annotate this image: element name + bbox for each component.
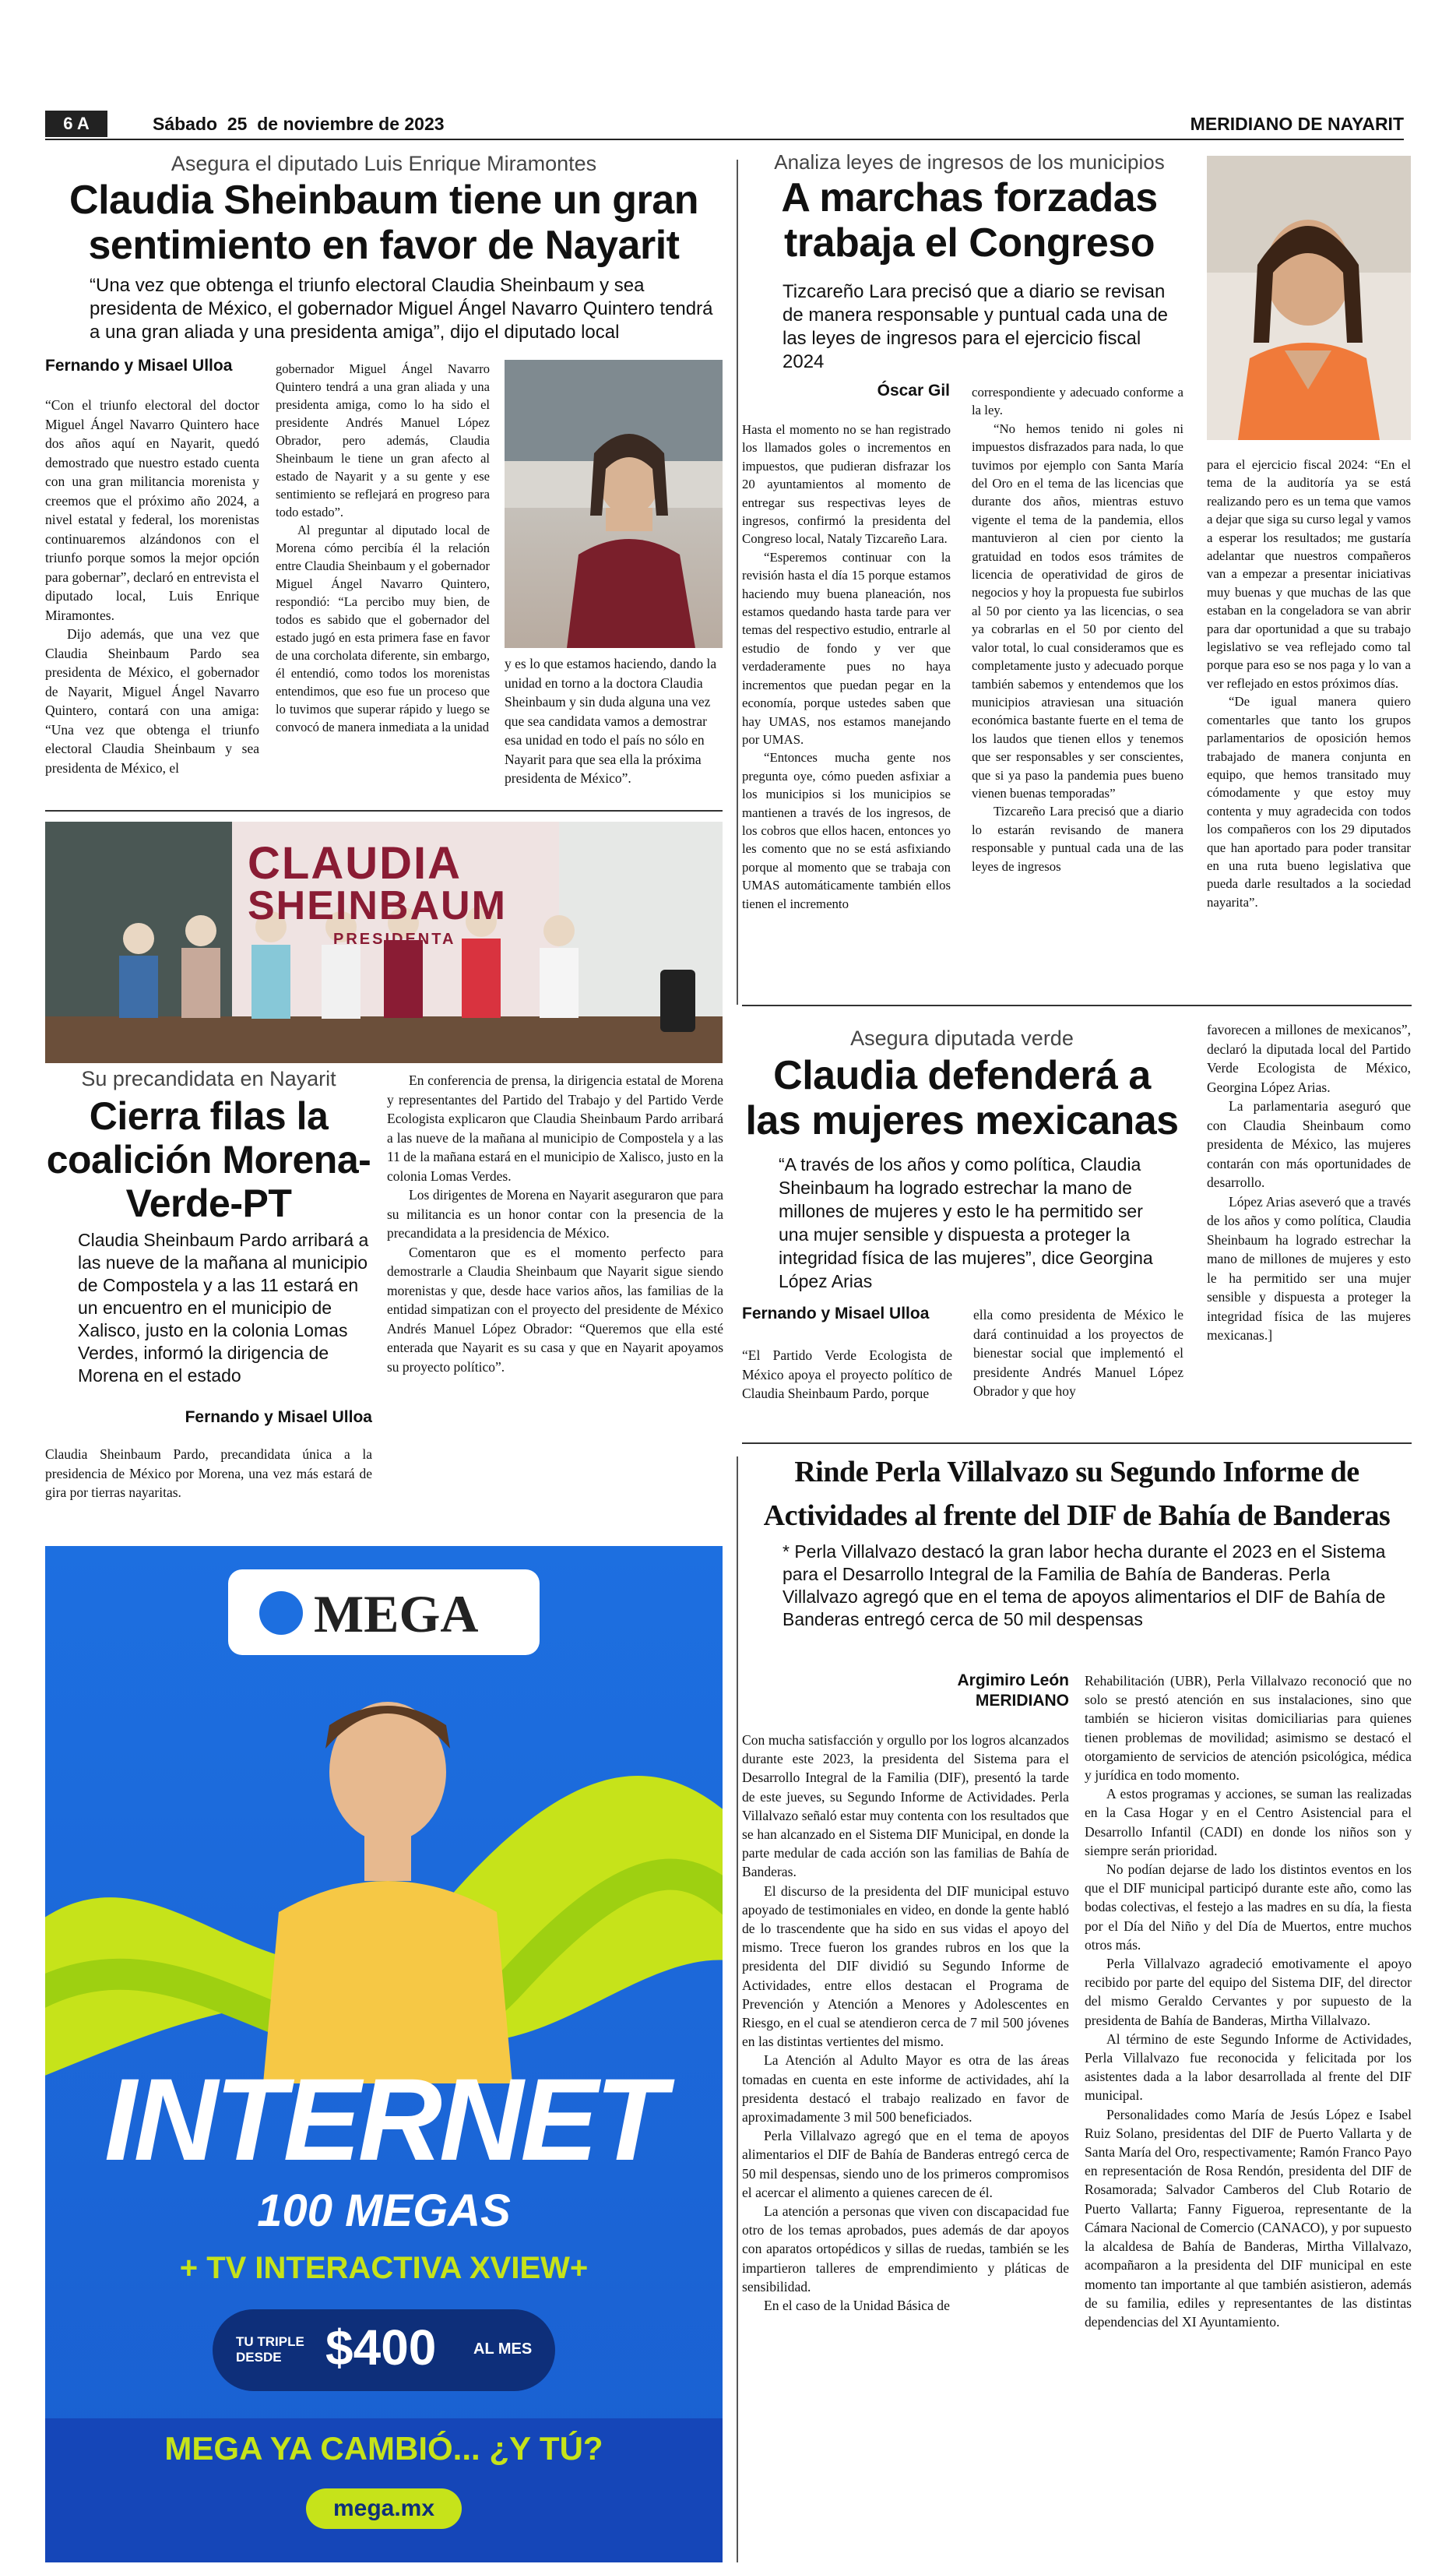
newspaper-name: MERIDIANO DE NAYARIT: [1190, 114, 1404, 134]
article3-column-3: [1207, 456, 1411, 911]
article2-deck: Claudia Sheinbaum Pardo arribará a las nueve de la mañana al municipio de Compostela y a las 11 estará en un encuentro en el municipio de Xalisco, justo en la colonia Lomas Verdes, informó la dirigencia de Morena en el estado: [78, 1230, 369, 1386]
article5-headline: Rinde Perla Villalvazo su Segundo Informe de Actividades al frente del DIF de Bahía de Banderas: [763, 1456, 1391, 1532]
article2-lead: [45, 1445, 372, 1502]
paragraph: Con mucha satisfacción y orgullo por los logros alcanzados durante este 2023, la presidenta del Sistema para el Desarrollo Integral de la Familia (DIF), presentó la tarde de este jueves, su Segundo Informe de Actividades. Perla Villalvazo señaló estar muy contenta con los resultados que se han alcanzado en el Sistema DIF Municipal, en donde la parte medular de cada acción son las familias de Bahía de Banderas.: [742, 1732, 1069, 1880]
article4-column-3: [1207, 1020, 1411, 1345]
article3-column-1: [742, 421, 951, 913]
paragraph: para el ejercicio fiscal 2024: “En el tema de la auditoría ya se está realizando pero es un tema que vamos a dejar que siga su curso legal y vamos a esperar los resultados; me gustaría adelantar que nuestros compañeros van a empezar a presentar iniciativas muy buenas y que muchas de las que estaban en la congeladora se van abrir para dar oportunidad a que su trabajo legislativo se vea reflejado como tal porque para eso se nos paga y lo van a ver reflejado en estos próximos días.: [1207, 457, 1411, 691]
paragraph: ella como presidenta de México le dará continuidad a los proyectos de bienestar social que implementó el presidente Andrés Manuel López Obrador y que hoy: [973, 1307, 1183, 1399]
ad-internet: INTERNET: [104, 2054, 663, 2185]
banner-text-presidenta: PRESIDENTA: [333, 931, 456, 948]
article3-column-2: [972, 383, 1183, 875]
paragraph: La parlamentaria aseguró que con Claudia Sheinbaum como presidenta de México, las mujeres contarán con más oportunidades de desarrollo.: [1207, 1098, 1411, 1190]
article4-headline: Claudia defenderá a las mujeres mexicanas: [745, 1053, 1179, 1143]
paragraph: Perla Villalvazo agradeció emotivamente el apoyo recibido por parte del equipo del Sistema DIF, del director del mismo Geraldo Cervantes y por supuesto de la presidenta de Bahía de Banderas, Mirtha Villalvazo.: [1085, 1956, 1412, 2028]
paragraph: La atención a personas que viven con discapacidad fue otro de los temas aprobados, pues además de dar apoyos con aparatos ortopédicos y sillas de ruedas, también se les impartieron talleres de emprendimiento y pláticas de sensibilidad.: [742, 2203, 1069, 2295]
ad-price: $400: [325, 2319, 437, 2376]
article5-deck: * Perla Villalvazo destacó la gran labor hecha durante el 2023 en el Sistema para el Desarrollo Integral de la Familia de Bahía de Banderas. Perla Villalvazo agregó que en el tema de apoyos alimentarios el DIF de Bahía de Banderas entregó cerca de 50 mil despensas: [783, 1541, 1386, 1629]
paragraph: No podían dejarse de lado los distintos eventos en los que el DIF municipal participó durante este año, como las bodas colectivas, el festejo a las madres en su día, la fiesta por el Día del Niño y del Día de Muertos, entre muchos otros más.: [1085, 1861, 1412, 1953]
ad-price-pill: [213, 2309, 555, 2391]
banner-text-sheinbaum: SHEINBAUM: [248, 883, 507, 928]
claudia-photo-illustration: [505, 360, 723, 648]
paragraph: Claudia Sheinbaum Pardo, precandidata única a la presidencia de México por Morena, una vez más estará de gira por tierras nayaritas.: [45, 1446, 372, 1500]
paragraph: López Arias aseveró que a través de los años y como política, Claudia Sheinbaum ha logrado estrechar la mano de millones de mujeres y esto le ha permitido ser una mujer sensible y dispuesta a proteger la integridad física de las mujeres mexicanas.]: [1207, 1193, 1411, 1343]
mega-advertisement[interactable]: [45, 1546, 723, 2562]
header-rule: [45, 139, 1404, 140]
article1-headline: Claudia Sheinbaum tiene un gran sentimiento en favor de Nayarit: [69, 178, 698, 268]
paragraph: Personalidades como María de Jesús López e Isabel Ruiz Solano, presidentas del DIF de Puerto Vallarta y de Santa María del Oro, respectivamente; Ramón Franco Payo en representación de Rosa Rendón, presidenta del DIF de Rosamorada; Salvador Camberos del Club Rotario de Puerto Vallarta; Fanny Figueroa, representante de la Cámara Nacional de Comercio (CANACO), y por supuesto la alcaldesa de Bahía de Banderas, Mirtha Villalvazo, acompañaron a la presidenta del DIF municipal en este momento tan importante al que también asistieron, además de su familia, ediles y representantes de las distintas dependencias del XI Ayuntamiento.: [1085, 2106, 1412, 2330]
article5-byline-outlet: MERIDIANO: [975, 1692, 1069, 1710]
paragraph: Perla Villalvazo agregó que en el tema de apoyos alimentarios el DIF de Bahía de Banderas entregó cerca de 50 mil despensas, siendo uno de los primeros compromisos el acercar el alimento a quienes carecen de él.: [742, 2128, 1069, 2200]
article4-byline: Fernando y Misael Ulloa: [742, 1305, 930, 1322]
page-number: 6 A: [45, 111, 107, 137]
article4-kicker: Asegura diputada verde: [850, 1027, 1074, 1050]
issue-date: Sábado 25 de noviembre de 2023: [153, 114, 445, 134]
coalition-group-photo: [45, 822, 723, 1063]
paragraph: Al preguntar al diputado local de Morena cómo percibía él la relación entre Claudia Sheinbaum y el gobernador Miguel Ángel Navarro Quintero, respondió: “La percibo muy bien, de todos es sabido que el gobernador del estado jugó en esta primera fase en favor de una corcholata diferente, sin embargo, él entendió, como todos los morenistas entendimos, que eso fue un proceso que lo tuvimos que superar rápido y luego se convocó de manera inmediata a la unidad: [276, 523, 490, 734]
page-header: [45, 109, 1404, 140]
ad-price-post: AL MES: [473, 2340, 533, 2358]
paragraph: En el caso de la Unidad Básica de: [764, 2298, 950, 2314]
article3-headline: A marchas forzadas trabaja el Congreso: [781, 175, 1158, 266]
tizcareno-photo: [1207, 156, 1411, 440]
article3-byline: Óscar Gil: [877, 382, 950, 400]
ad-tv: + TV INTERACTIVA XVIEW+: [179, 2251, 589, 2285]
article2-column-2: [387, 1071, 723, 1376]
paragraph: “No hemos tenido ni goles ni impuestos disfrazados para nada, lo que tuvimos por ejemplo con Santa María del Oro en el tema de las licencias que durante dos años, mientras estuvo vigente el tema de la pandemia, ellos mantuvieron al cien por ciento la gratuidad en todos esos trámites de licencia de operatividad de giros de negocios y hoy la propuesta fue subirlos al 50 por ciento ya las licencias, o sea ya cobrarlas en el 50 por ciento del valor total, lo cual consideramos que es completamente justo y adecuado porque también sabemos y entendemos que los municipios atraviesan una situación económica bastante fuerte en el tema de los laudos que tienen ellos y tenemos que ser responsables y ser conscientes, que si ya paso la pandemia pues bueno vienen buenas temporadas”: [972, 421, 1183, 801]
article3-deck: Tizcareño Lara precisó que a diario se revisan de manera responsable y puntual cada una de las leyes de ingresos para el ejercicio fiscal 2024: [783, 281, 1169, 372]
article1-byline: Fernando y Misael Ulloa: [45, 357, 233, 375]
column-divider: [737, 160, 738, 1005]
paragraph: A estos programas y acciones, se suman las realizadas en la Casa Hogar y en el Centro Asistencial para el Desarrollo Infantil (CADI) en donde los niños son y siempre serán prioridad.: [1085, 1786, 1412, 1858]
paragraph: correspondiente y adecuado conforme a la ley.: [972, 385, 1183, 418]
mega-brand: MEGA: [314, 1584, 479, 1643]
banner-text-claudia: CLAUDIA: [248, 838, 462, 889]
paragraph: “De igual manera quiero comentarles que tanto los grupos parlamentarios de oposición hemos trabajado de manera conjunta en equipo, que hemos transitado muy cómodamente y que estoy muy contenta y muy agradecida con todos los compañeros con los 29 diputados que han aportado para poder transitar en una ruta bueno legislativa que pueda darle resultados a la sociedad nayarita”.: [1207, 694, 1411, 910]
article4-column-2: [973, 1305, 1183, 1401]
article1-column-3: [505, 654, 723, 788]
article1-kicker: Asegura el diputado Luis Enrique Miramontes: [171, 152, 597, 175]
mega-logo-box: [228, 1569, 540, 1655]
article2-kicker: Su precandidata en Nayarit: [81, 1067, 336, 1090]
article1-column-1: [45, 396, 259, 777]
article1-deck: “Una vez que obtenga el triunfo electoral Claudia Sheinbaum y sea presidenta de México, el gobernador Miguel Ángel Navarro Quintero tendrá a una gran aliada y una presidenta amiga”, dijo el diputado local: [90, 275, 713, 343]
paragraph: gobernador Miguel Ángel Navarro Quintero tendrá a una gran aliada y una presidenta amiga, como lo ha sido el presidente Andrés Manuel López Obrador, pero además, Claudia Sheinbaum le tiene un gran afecto al estado de Nayarit y a su gente y ese sentimiento se reflejará en progreso para todo estado”.: [276, 361, 490, 519]
paragraph: En conferencia de prensa, la dirigencia estatal de Morena y representantes del Partido del Trabajo y del Partido Verde Ecologista explicaron que Claudia Sheinbaum Pardo arribará a las nueve de la mañana al municipio de Compostela y a las 11 de la mañana estará en el municipio de Xalisco, justo en la colonia Lomas Verdes.: [387, 1072, 723, 1184]
paragraph: Al término de este Segundo Informe de Actividades, Perla Villalvazo fue reconocida y felicitada por los asistentes dada a la labor desarrollada al frente del DIF municipal.: [1085, 2030, 1412, 2104]
paragraph: “Con el triunfo electoral del doctor Miguel Ángel Navarro Quintero hace dos años aquí en Nayarit, quedó demostrado que nuestro estado cuenta con una gran militancia morenista y creemos que el próximo año 2024, a nivel estatal y federal, los morenistas continuaremos alzándonos con el triunfo porque somos la mejor opción para gobernar”, declaró en entrevista el diputado local, Luis Enrique Miramontes.: [45, 397, 259, 623]
paragraph: Tizcareño Lara precisó que a diario lo estarán revisando de manera responsable y puntual cada una de las leyes de ingresos: [972, 804, 1183, 874]
ad-price-pre: TU TRIPLE DESDE: [236, 2334, 304, 2365]
paragraph: “Esperemos continuar con la revisión hasta el día 15 porque estamos haciendo muy buena planeación, nos estamos quedando hasta tarde para ver temas del respectivo estudio, entrarle al estudio de fondo y ver que verdaderamente pues no haya incrementos que puedan pegar en la economía, porque ustedes saben que hay UMAS, nos estamos manejando por UMAS.: [742, 549, 951, 747]
paragraph: favorecen a millones de mexicanos”, declaró la diputada local del Partido Verde Ecologista de México, Georgina López Arias.: [1207, 1022, 1411, 1095]
paragraph: “El Partido Verde Ecologista de México apoya el proyecto político de Claudia Sheinbaum Pardo, porque: [742, 1347, 952, 1401]
paragraph: La Atención al Adulto Mayor es otra de las áreas tomadas en cuenta en este informe de actividades, ahí la presidenta destacó el trabajo realizado en favor de aproximadamente 3 mil 500 beneficiados.: [742, 2052, 1069, 2125]
paragraph: El discurso de la presidenta del DIF municipal estuvo apoyado de testimoniales en video, en donde la gente habló de lo trascendente que ha sido en sus vidas el apoyo del mismo. Trece fueron los grandes rubros en los que la presidenta del DIF dividió su Segundo Informe de Actividades, entre ellos destacan el Programa de Prevención y Atención a Menores y Adolescentes en Riesgo, en el cual se atendieron cerca de 7 mil 500 jóvenes en las distintas vertientes del mismo.: [742, 1882, 1069, 2050]
article4-column-1: [742, 1346, 952, 1403]
ad-slogan: MEGA YA CAMBIÓ... ¿Y TÚ?: [164, 2430, 603, 2467]
article5-column-2: [1085, 1671, 1412, 2331]
mega-logo-icon: [259, 1591, 303, 1635]
article4-rule: [742, 1442, 1412, 1444]
article1-rule: [45, 810, 723, 812]
paragraph: Rehabilitación (UBR), Perla Villalvazo reconoció que no solo se prestó atención en sus instalaciones, sino que también se hicieron visitas domiciliarias para quienes tienen problemas de movilidad; asimismo se destacó el otorgamiento de servicios de atención psicológica, médica y jurídica en todo momento.: [1085, 1673, 1412, 1784]
column-divider-lower: [737, 1456, 738, 2562]
article2-byline: Fernando y Misael Ulloa: [185, 1408, 372, 1426]
article1-column-2: [276, 360, 490, 736]
article2-headline: Cierra filas la coalición Morena-Verde-PT: [46, 1094, 371, 1225]
paragraph: “Entonces mucha gente nos pregunta oye, cómo pueden asfixiar a los municipios si los municipios se mantienen a través de los ingresos, de los cobros que ellos hacen, entonces yo les comento que no se está asfixiando porque al momento que se trabaja con UMAS automáticamente también ellos tienen el incremento: [742, 750, 951, 911]
ad-person-illustration: [248, 1678, 528, 2083]
tizcareno-photo-illustration: [1207, 156, 1411, 440]
paragraph: Dijo además, que una vez que Claudia Sheinbaum Pardo sea presidenta de México, el gobernador de Nayarit, Miguel Ángel Navarro Quintero, contará con una amiga: “Una vez que obtenga el triunfo electoral Claudia Sheinbaum y sea presidenta de México, el: [45, 626, 259, 776]
paragraph: Hasta el momento no se han registrado los llamados goles o incrementos en impuestos, que pudieran disfrazar los 20 ayuntamientos al momento de entregar sus respectivas leyes de ingresos, confirmó la presidenta del Congreso local, Nataly Tizcareño Lara.: [742, 422, 951, 547]
article3-rule: [742, 1005, 1412, 1006]
claudia-photo: [505, 360, 723, 648]
paragraph: y es lo que estamos haciendo, dando la unidad en torno a la doctora Claudia Sheinbaum y sin duda alguna una vez que sea candidata vamos a demostrar esa unidad en todo el país no sólo en Nayarit para que sea ella la próxima presidenta de México”.: [505, 656, 717, 786]
ad-speed: 100 MEGAS: [257, 2185, 511, 2236]
article4-deck: “A través de los años y como política, Claudia Sheinbaum ha logrado estrechar la mano de millones de mujeres y esto le ha permitido ser una mujer sensible y dispuesta a proteger la integridad física de las mujeres”, dice Georgina López Arias: [779, 1154, 1153, 1291]
paragraph: Comentaron que es el momento perfecto para demostrarle a Claudia Sheinbaum que Nayarit sigue siendo morenistas y que, desde hace varios años, las familias de la entidad simpatizan con el proyecto del presidente de México Andrés Manuel López Obrador: “Queremos que ella esté enterada que Nayarit es su casa y que en Nayarit apoyamos su proyecto político”.: [387, 1244, 723, 1375]
article5-column-1: [742, 1731, 1069, 2315]
ad-url-button[interactable]: mega.mx: [306, 2488, 462, 2529]
article3-kicker: Analiza leyes de ingresos de los municipios: [774, 150, 1165, 174]
article5-byline-name: Argimiro León: [957, 1671, 1069, 1689]
paragraph: Los dirigentes de Morena en Nayarit aseguraron que para su militancia es un honor contar con la presencia de la precandidata a la presidencia de México.: [387, 1187, 723, 1241]
